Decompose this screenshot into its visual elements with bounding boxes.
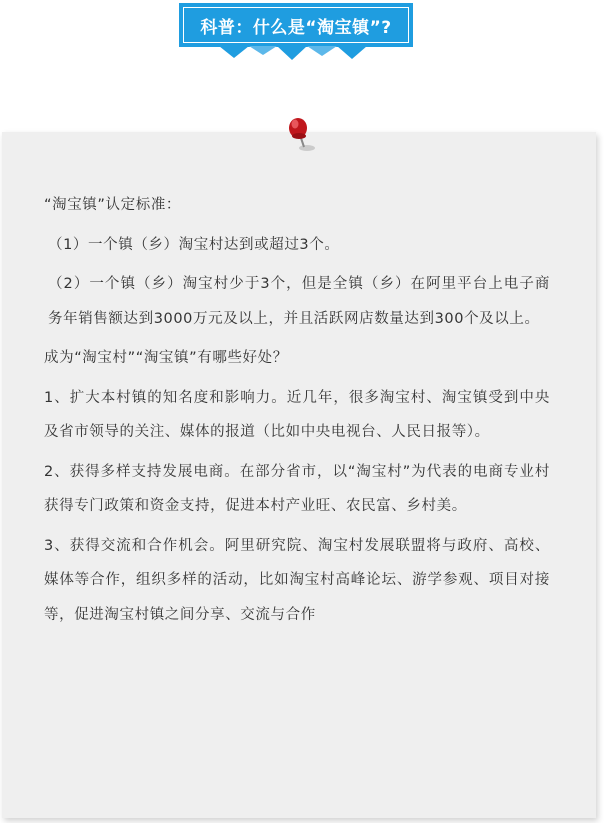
paragraph-criteria-heading: “淘宝镇”认定标准： <box>44 197 182 213</box>
red-pushpin-icon <box>283 115 323 155</box>
banner-arrow-decoration <box>179 46 413 62</box>
paragraph-benefit-2: 2、获得多样支持发展电商。在部分省市，以“淘宝村”为代表的电商专业村获得专门政策和资金支持，促进本村产业旺、农民富、乡村美。 <box>44 463 550 514</box>
paragraph-benefits-heading: 成为“淘宝村”“淘宝镇”有哪些好处？ <box>44 350 288 366</box>
paragraph-benefit-3: 3、获得交流和合作机会。阿里研究院、淘宝村发展联盟将与政府、高校、媒体等合作，组织多样的活动，比如淘宝村高峰论坛、游学参观、项目对接等，促进淘宝村镇之间分享、交流与合作 <box>44 537 550 623</box>
paragraph-criterion-1: （1）一个镇（乡）淘宝村达到或超过3个。 <box>48 236 340 253</box>
article-body <box>44 188 550 632</box>
page-title: 科普：什么是“淘宝镇”? <box>183 7 409 43</box>
title-banner <box>179 3 413 47</box>
paragraph-criterion-2: （2）一个镇（乡）淘宝村少于3个，但是全镇（乡）在阿里平台上电子商务年销售额达到3000万元及以上，并且活跃网店数量达到300个及以上。 <box>48 276 550 327</box>
paragraph-benefit-1: 1、扩大本村镇的知名度和影响力。近几年，很多淘宝村、淘宝镇受到中央及省市领导的关注、媒体的报道（比如中央电视台、人民日报等）。 <box>44 389 550 440</box>
